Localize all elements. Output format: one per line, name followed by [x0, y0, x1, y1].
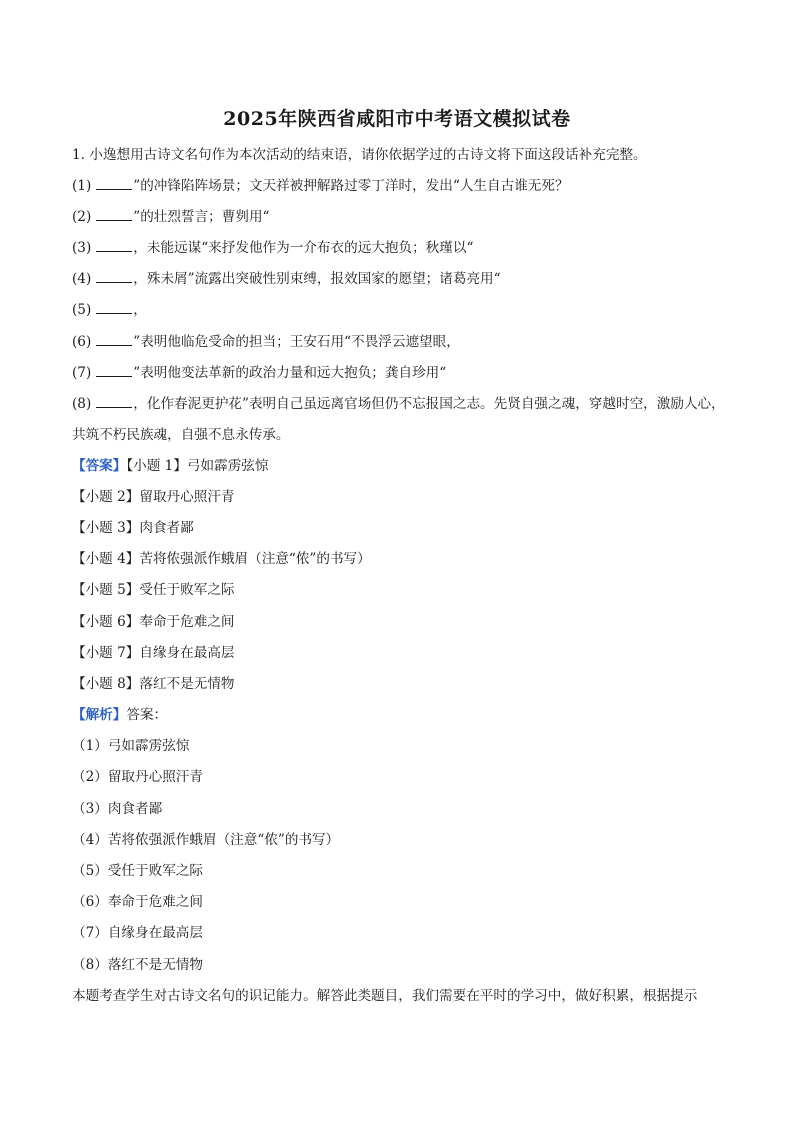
item-text: ”的冲锋陷阵场景；文天祥被押解路过零丁洋时，发出“人生自古谁无死？	[133, 178, 569, 194]
question-item-4	[72, 270, 732, 288]
answer-blank	[96, 364, 132, 377]
answer-row-6: 【小题 6】奉命于危难之间	[72, 614, 235, 630]
item-text: ”的壮烈誓言；曹刿用“	[133, 209, 270, 225]
answer-row-7: 【小题 7】自缘身在最高层	[72, 645, 235, 661]
answer-blank	[96, 333, 132, 346]
analysis-row-1: （1）弓如霹雳弦惊	[72, 738, 190, 754]
answer-row-4: 【小题 4】苦将侬强派作蛾眉（注意“侬”的书写）	[72, 551, 371, 567]
question-item-6	[72, 333, 732, 351]
answer-blank	[96, 301, 132, 314]
analysis-lead: 答案：	[126, 707, 168, 723]
answer-row-3: 【小题 3】肉食者鄙	[72, 520, 194, 536]
item-number: (1)	[72, 178, 92, 194]
analysis-row-6: （6）奉命于危难之间	[72, 894, 203, 910]
item-text: ，殊未屑”流露出突破性别束缚，报效国家的愿望；诸葛亮用“	[133, 271, 501, 287]
analysis-summary: 本题考查学生对古诗文名句的识记能力。解答此类题目，我们需要在平时的学习中，做好积累，根据提示	[72, 988, 698, 1004]
question-prompt: 1. 小逸想用古诗文名句作为本次活动的结束语，请你依据学过的古诗文将下面这段话补充完整。	[72, 147, 647, 163]
answer-row-5: 【小题 5】受任于败军之际	[72, 582, 235, 598]
answer-row-2: 【小题 2】留取丹心照汗青	[72, 489, 235, 505]
question-item-2	[72, 208, 732, 226]
item-text: ”表明他临危受命的担当；王安石用“不畏浮云遮望眼，	[133, 334, 460, 350]
question-item-3	[72, 239, 732, 257]
analysis-heading	[72, 706, 732, 724]
item-number: (2)	[72, 209, 92, 225]
answer-blank	[96, 270, 132, 283]
item-text: ”表明他变法革新的政治力量和远大抱负；龚自珍用“	[133, 365, 447, 381]
item-text: ，化作春泥更护花”表明自己虽远离官场但仍不忘报国之志。先贤自强之魂，穿越时空，激励人心，共筑不朽民族魂，自强不息永传承。	[72, 396, 725, 443]
answer-blank	[96, 395, 132, 408]
question-item-7	[72, 364, 732, 382]
item-number: (8)	[72, 396, 92, 412]
item-number: (6)	[72, 334, 92, 350]
analysis-tag: 【解析】	[72, 707, 127, 723]
analysis-row-7: （7）自缘身在最高层	[72, 925, 203, 941]
answer-item: 【小题 1】弓如霹雳弦惊	[126, 458, 269, 474]
item-number: (5)	[72, 302, 92, 318]
question-item-8	[72, 389, 732, 451]
analysis-row-3: （3）肉食者鄙	[72, 801, 163, 817]
analysis-row-4: （4）苦将侬强派作蛾眉（注意“侬”的书写）	[72, 832, 340, 848]
analysis-row-5: （5）受任于败军之际	[72, 863, 203, 879]
item-number: (7)	[72, 365, 92, 381]
answer-row-1	[72, 457, 732, 475]
answer-blank	[96, 208, 132, 221]
item-text: ，	[133, 302, 147, 318]
question-item-1	[72, 177, 732, 195]
question-item-5	[72, 301, 732, 319]
analysis-row-2: （2）留取丹心照汗青	[72, 769, 203, 785]
item-number: (3)	[72, 240, 92, 256]
answer-tag: 【答案】	[72, 458, 127, 474]
answer-blank	[96, 239, 132, 252]
answer-blank	[96, 177, 132, 190]
answer-row-8: 【小题 8】落红不是无情物	[72, 676, 235, 692]
page-title: 2025年陕西省咸阳市中考语文模拟试卷	[223, 108, 571, 130]
analysis-row-8: （8）落红不是无情物	[72, 957, 203, 973]
item-number: (4)	[72, 271, 92, 287]
item-text: ，未能远谋“来抒发他作为一介布衣的远大抱负；秋瑾以“	[133, 240, 474, 256]
